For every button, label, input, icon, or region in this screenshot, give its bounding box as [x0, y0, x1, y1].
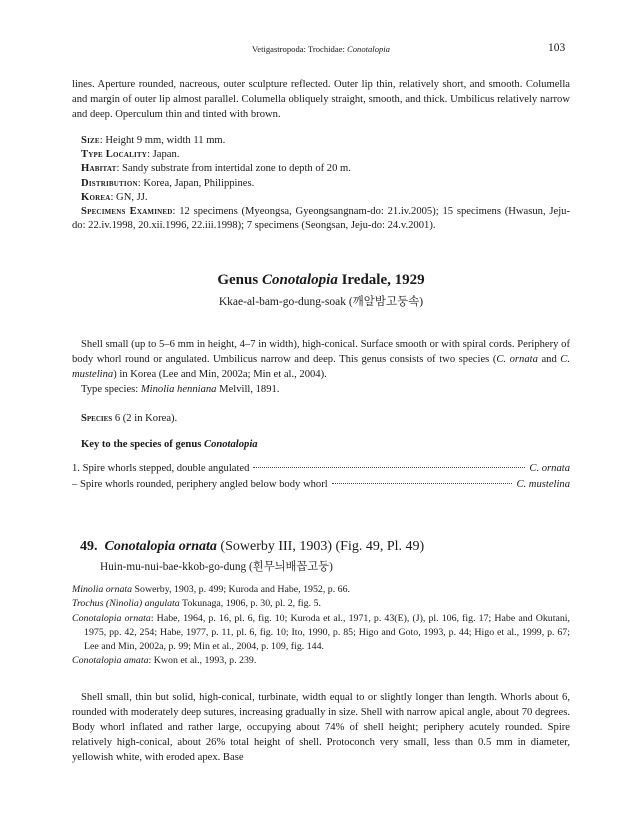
key-row-result: C. mustelina	[516, 479, 570, 490]
species-title	[80, 539, 570, 555]
genus-desc-and: and	[537, 354, 561, 365]
synonym-ref: : Habe, 1964, p. 16, pl. 6, fig. 10; Kuroda et al., 1971, p. 43(E), (J), pl. 106, fig. 17; Habe and Okutani, 1975, pp. 42, 254; Habe, 1977, p. 11, pl. 6, fig. 10; Ito, 1990, p. 85; Higo and Goto, 1993, p. 44; Higo et al., 1999, p. 67; Lee and Min, 2002a, p. 99; Min et al., 2004, p. 109, fig. 144.	[84, 612, 570, 653]
synonym-name: Conotalopia ornata	[72, 612, 151, 624]
type-species-author: Melvill, 1891.	[216, 384, 280, 395]
specimens-value: : 12 specimens (Myeongsa, Gyeongsangnam-do: 21.iv.2005); 15 specimens (Hwasun, Jeju-do: 22.iv.1998, 20.xii.1996, 22.iii.1998); 7 specimens (Seongsan, Jeju-do: 24.v.2001).	[72, 206, 570, 232]
specimens-row	[72, 205, 570, 233]
species-korean-name: Huin-mu-nui-bae-kkob-go-dung (흰무늬배꼽고둥)	[100, 561, 333, 573]
type-species-label: Type species:	[81, 384, 141, 395]
habitat-row	[72, 162, 570, 176]
genus-desc-species2: C. mustelina	[72, 354, 571, 380]
key-row-leader	[332, 483, 513, 484]
key-title-prefix: Key to the species of genus	[81, 439, 204, 450]
type-locality-row	[72, 148, 570, 162]
species-name: Conotalopia ornata	[104, 539, 217, 554]
key-row-lead: – Spire whorls rounded, periphery angled below body whorl	[72, 479, 328, 490]
intro-paragraph	[72, 77, 570, 122]
key-row-2	[72, 479, 570, 494]
genus-title-suffix: Iredale, 1929	[337, 272, 425, 288]
synonym-entry	[72, 654, 570, 668]
type-locality-value: : Japan.	[147, 149, 180, 161]
synonym-entry	[72, 612, 570, 655]
key-title-genus: Conotalopia	[204, 439, 258, 450]
running-head-genus: Conotalopia	[347, 44, 390, 54]
key-row-lead: 1. Spire whorls stepped, double angulated	[72, 463, 250, 474]
korea-label: Korea	[81, 191, 111, 203]
synonym-name: Minolia ornata	[72, 584, 133, 595]
key-row-1	[72, 463, 570, 478]
genus-title-name: Conotalopia	[261, 272, 338, 288]
size-value: : Height 9 mm, width 11 mm.	[99, 135, 226, 146]
species-number: 49.	[80, 539, 98, 554]
genus-desc-part1: Shell small (up to 5–6 mm in height, 4–7 in width), high-conical. Surface smooth or with spiral cords. Periphery of body whorl round or angulated. Umbilicus narrow and deep. This genus consists of two species (	[72, 339, 570, 365]
genus-title	[72, 272, 570, 289]
synonym-name: Conotalopia amata	[72, 655, 149, 667]
korea-value: : GN, JJ.	[110, 191, 148, 203]
key-row-result: C. ornata	[529, 463, 570, 474]
distribution-label: Distribution	[81, 177, 138, 189]
species-author: (Sowerby III, 1903) (Fig. 49, Pl. 49)	[216, 539, 425, 554]
synonymy-list	[72, 583, 570, 669]
specimens-label: Specimens Examined	[81, 206, 173, 218]
genus-desc-species1: C. ornata	[496, 354, 538, 365]
species-description	[72, 690, 570, 765]
habitat-value: : Sandy substrate from intertidal zone to depth of 20 m.	[116, 163, 351, 175]
genus-title-prefix: Genus	[217, 272, 262, 288]
habitat-label: Habitat	[81, 163, 117, 175]
genus-korean-name: Kkae-al-bam-go-dung-soak (깨알밤고둥속)	[218, 296, 424, 308]
synonym-ref: Tokunaga, 1906, p. 30, pl. 2, fig. 5.	[179, 598, 321, 610]
page-number: 103	[548, 42, 566, 54]
genus-description	[72, 337, 570, 397]
species-count-line	[72, 413, 579, 424]
key-row-leader	[253, 467, 525, 468]
genus-description-text	[72, 337, 570, 382]
running-head-text: Vetigastropoda: Trochidae:	[252, 44, 347, 54]
running-head	[72, 44, 570, 54]
size-label: Size	[81, 135, 100, 146]
synonym-entry	[72, 597, 570, 611]
key-title	[72, 439, 579, 450]
korea-row	[72, 191, 570, 205]
size-row	[72, 134, 570, 148]
distribution-value: : Korea, Japan, Philippines.	[137, 177, 255, 189]
synonym-entry	[72, 583, 570, 597]
distribution-row	[72, 177, 570, 191]
species-count-value: 6 (2 in Korea).	[112, 413, 178, 424]
intro-paragraph-text: lines. Aperture rounded, nacreous, outer sculpture reflected. Outer lip thin, relatively short, and smooth. Columella and margin of outer lip almost parallel. Columella obliquely straight, smooth, and thick. Umbilicus relatively narrow and deep. Operculum thin and tinted with brown.	[72, 79, 570, 120]
synonym-ref: Sowerby, 1903, p. 499; Kuroda and Habe, 1952, p. 66.	[132, 584, 351, 595]
type-species-line	[72, 382, 570, 397]
type-locality-label: Type Locality	[81, 149, 148, 161]
species-count-label: Species	[81, 413, 113, 424]
type-species-name: Minolia henniana	[140, 384, 217, 395]
genus-desc-part2: ) in Korea (Lee and Min, 2002a; Min et al., 2004).	[113, 369, 327, 380]
species-info-block	[72, 134, 570, 233]
species-description-text: Shell small, thin but solid, high-conical, turbinate, width equal to or slightly longer than length. Whorls about 6, rounded with moderately deep sutures, increasing gradually in size. Shell with narrow apical angle, about 70 degrees. Body whorl inflated and rather large, occupying about 74% of shell height; periphery acutely rounded. Spire relatively high-conical, about 26% total height of shell. Protoconch very small, less than 0.5 mm in diameter, yellowish white, with eroded apex. Base	[72, 692, 570, 763]
synonym-name: Trochus (Ninolia) angulata	[72, 598, 180, 610]
synonym-ref: : Kwon et al., 1993, p. 239.	[148, 655, 257, 667]
